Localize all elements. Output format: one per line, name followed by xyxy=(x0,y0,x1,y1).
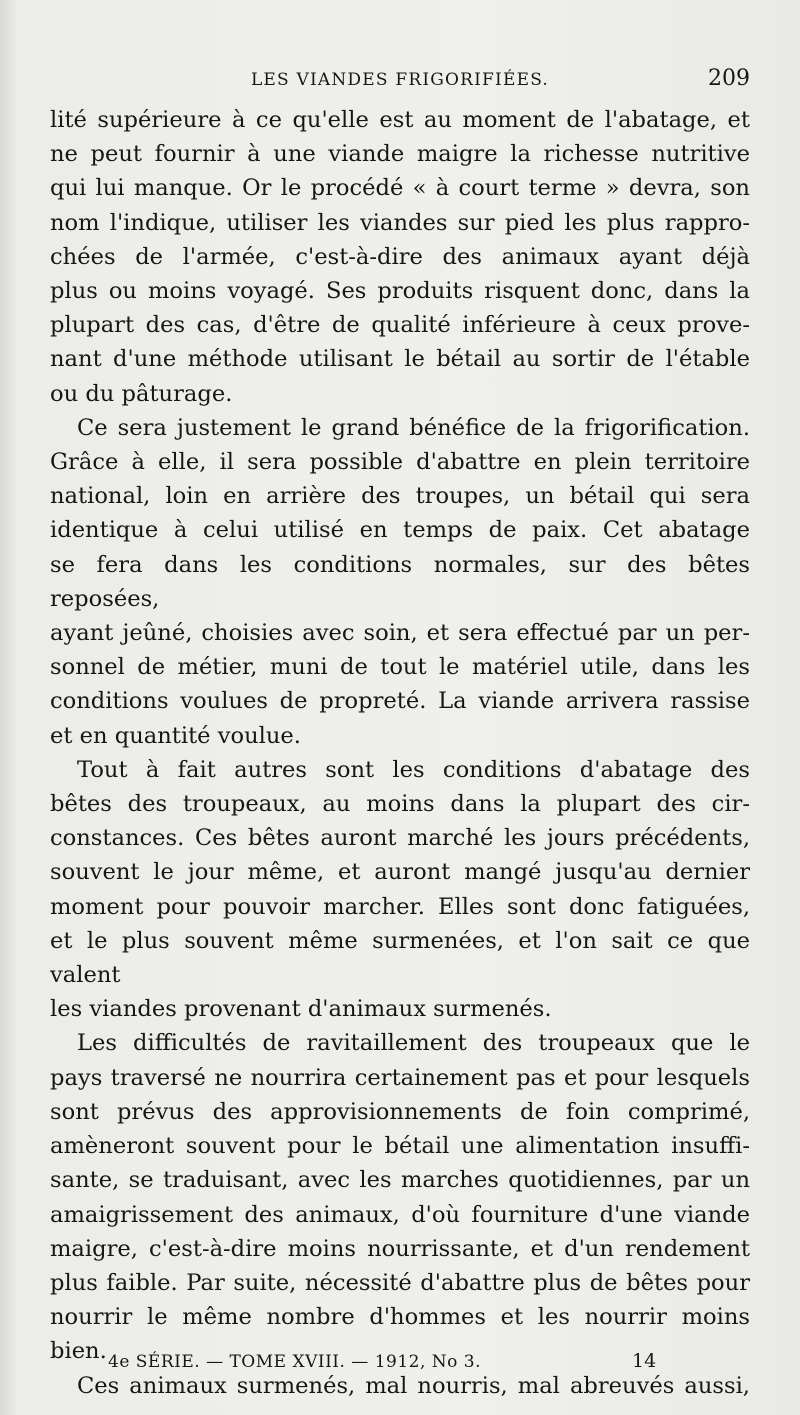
text-line: chées de l'armée, c'est-à-dire des animaux ayant déjà xyxy=(50,243,750,270)
page-number: 209 xyxy=(708,66,750,91)
page-footer xyxy=(50,1350,750,1380)
text-line: bêtes des troupeaux, au moins dans la plupart des cir- xyxy=(50,791,750,818)
text-line: lité supérieure à ce qu'elle est au moment de l'abatage, et xyxy=(50,107,750,133)
text-line: nourrir le même nombre d'hommes et les nourrir moins xyxy=(50,1304,750,1331)
signature-mark: 14 xyxy=(632,1350,657,1372)
text-line: nom l'indique, utiliser les viandes sur pied les plus rappro- xyxy=(50,209,750,236)
text-line: moment pour pouvoir marcher. Elles sont donc fatiguées, xyxy=(50,893,750,920)
text-line: maigre, c'est-à-dire moins nourrissante, et d'un rendement xyxy=(50,1235,750,1262)
text-line: ne peut fournir à une viande maigre la richesse nutritive xyxy=(50,141,750,168)
text-line: et en quantité voulue. xyxy=(50,722,301,749)
text-line: sont prévus des approvisionnements de foin comprimé, xyxy=(50,1098,750,1125)
text-line: identique à celui utilisé en temps de paix. Cet abatage xyxy=(50,517,750,544)
text-line: plupart des cas, d'être de qualité inférieure à ceux prove- xyxy=(50,312,750,339)
text-line: sante, se traduisant, avec les marches quotidiennes, par un xyxy=(50,1167,750,1194)
footer-series-line: 4e SÉRIE. — TOME XVIII. — 1912, No 3. xyxy=(108,1352,482,1372)
text-line: ayant jeûné, choisies avec soin, et sera effectué par un per- xyxy=(50,620,750,647)
text-line: Les difficultés de ravitaillement des troupeaux que le xyxy=(77,1030,750,1057)
text-line: bien. xyxy=(50,1338,107,1365)
text-line: Grâce à elle, il sera possible d'abattre en plein territoire xyxy=(50,449,750,476)
text-line: conditions voulues de propreté. La viande arrivera rassise xyxy=(50,688,750,715)
text-line: ou du pâturage. xyxy=(50,380,233,407)
text-line: amèneront souvent pour le bétail une alimentation insuffi- xyxy=(50,1133,750,1160)
text-line: et le plus souvent même surmenées, et l'on sait ce que valent xyxy=(50,927,750,989)
body-text xyxy=(50,103,750,1403)
text-line: se fera dans les conditions normales, sur des bêtes reposées, xyxy=(50,551,750,612)
text-line: constances. Ces bêtes auront marché les jours précédents, xyxy=(50,825,750,852)
text-line: sonnel de métier, muni de tout le matériel utile, dans les xyxy=(50,654,750,681)
text-line: Tout à fait autres sont les conditions d'abatage des xyxy=(77,756,750,783)
running-title: LES VIANDES FRIGORIFIÉES. xyxy=(250,70,550,90)
text-line: Ces animaux surmenés, mal nourris, mal abreuvés aussi, xyxy=(77,1372,750,1399)
text-line: souvent le jour même, et auront mangé jusqu'au dernier xyxy=(50,859,750,886)
page-header xyxy=(50,66,750,96)
text-line: qui lui manque. Or le procédé « à court terme » devra, son xyxy=(50,175,750,202)
text-line: plus ou moins voyagé. Ses produits risquent donc, dans la xyxy=(50,278,750,305)
text-line: plus faible. Par suite, nécessité d'abattre plus de bêtes pour xyxy=(50,1269,750,1296)
text-line: amaigrissement des animaux, d'où fourniture d'une viande xyxy=(50,1201,750,1228)
text-line: Ce sera justement le grand bénéfice de la frigorification. xyxy=(77,414,750,441)
text-line: les viandes provenant d'animaux surmenés. xyxy=(50,996,552,1023)
text-line: national, loin en arrière des troupes, un bétail qui sera xyxy=(50,483,750,510)
text-line: pays traversé ne nourrira certainement pas et pour lesquels xyxy=(50,1064,750,1091)
text-line: nant d'une méthode utilisant le bétail au sortir de l'étable xyxy=(50,346,750,373)
